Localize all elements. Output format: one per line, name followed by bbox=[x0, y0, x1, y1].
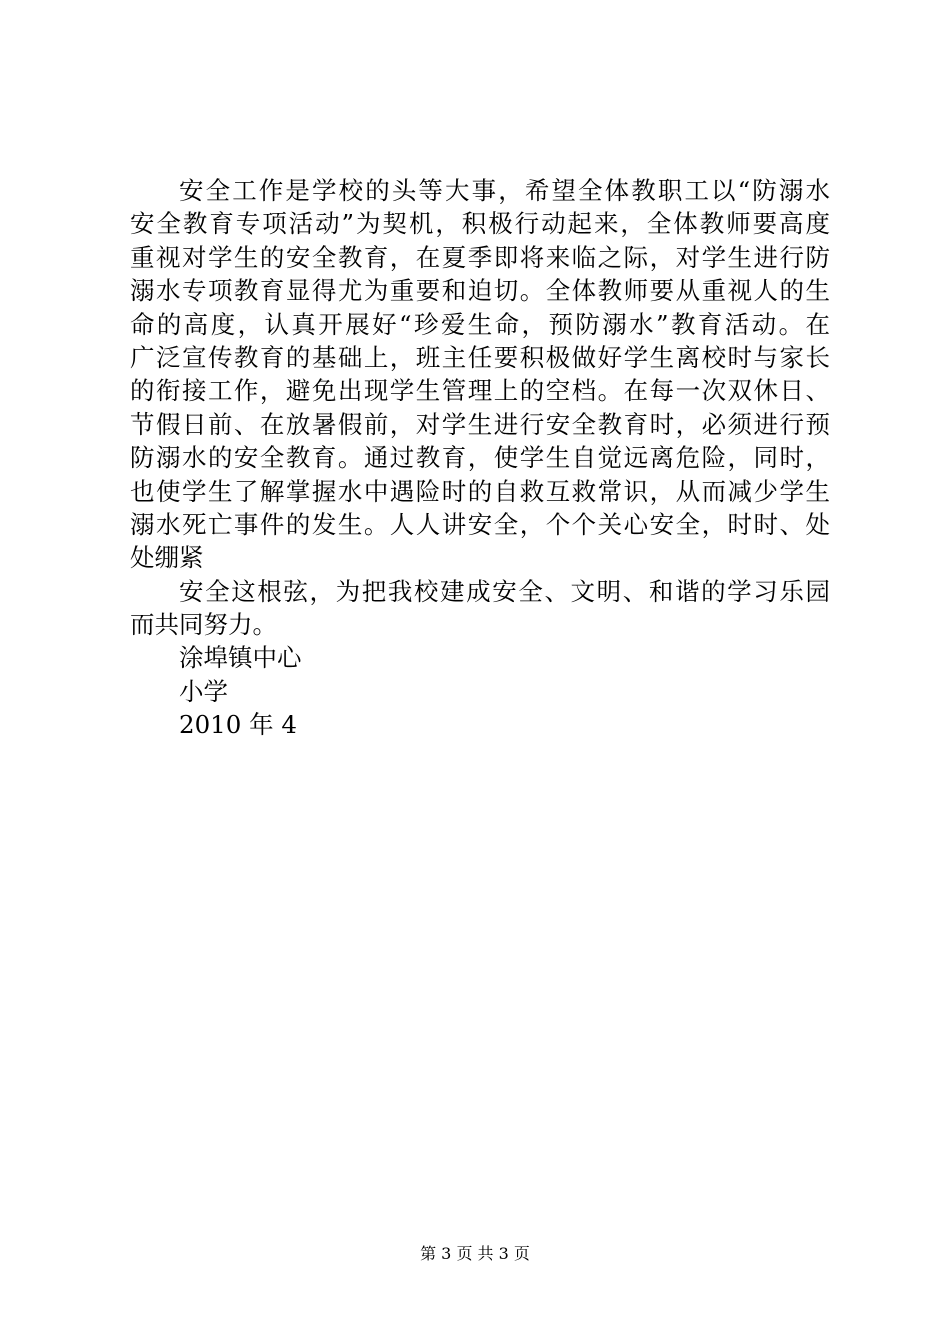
text-line: 安全教育专项活动”为契机，积极行动起来，全体教师要高度 bbox=[130, 209, 830, 239]
text-line: 处绷紧 bbox=[130, 543, 204, 573]
text-line: 命的高度，认真开展好“珍爱生命，预防溺水”教育活动。在 bbox=[130, 309, 830, 339]
text-line: 的衔接工作，避免出现学生管理上的空档。在每一次双休日、 bbox=[130, 376, 830, 406]
text-line: 防溺水的安全教育。通过教育，使学生自觉远离危险，同时， bbox=[130, 443, 830, 473]
paragraph-2 bbox=[130, 575, 830, 642]
text-line: 节假日前、在放暑假前，对学生进行安全教育时，必须进行预 bbox=[130, 409, 830, 439]
text-line: 重视对学生的安全教育，在夏季即将来临之际，对学生进行防 bbox=[130, 242, 830, 272]
text-line: 安全工作是学校的头等大事，希望全体教职工以“防溺水 bbox=[179, 176, 830, 205]
text-line: 溺水死亡事件的发生。人人讲安全，个个关心安全，时时、处 bbox=[130, 509, 830, 539]
signature-org-line-1: 涂埠镇中心 bbox=[179, 643, 302, 673]
text-line: 溺水专项教育显得尤为重要和迫切。全体教师要从重视人的生 bbox=[130, 276, 830, 306]
text-line: 安全这根弦，为把我校建成安全、文明、和谐的学习乐园 bbox=[179, 576, 830, 606]
text-line: 而共同努力。 bbox=[130, 610, 277, 640]
document-body bbox=[130, 174, 830, 742]
text-line: 广泛宣传教育的基础上，班主任要积极做好学生离校时与家长 bbox=[130, 342, 830, 372]
paragraph-1 bbox=[130, 174, 830, 575]
page-number-label: 第 3 页 共 3 页 bbox=[420, 1244, 530, 1263]
signature-org-line-2: 小学 bbox=[179, 676, 228, 706]
page-footer bbox=[0, 1244, 950, 1264]
text-line: 也使学生了解掌握水中遇险时的自救互救常识，从而减少学生 bbox=[130, 476, 830, 506]
signature-block bbox=[130, 641, 830, 741]
signature-date: 2010 年 4 bbox=[179, 710, 298, 740]
